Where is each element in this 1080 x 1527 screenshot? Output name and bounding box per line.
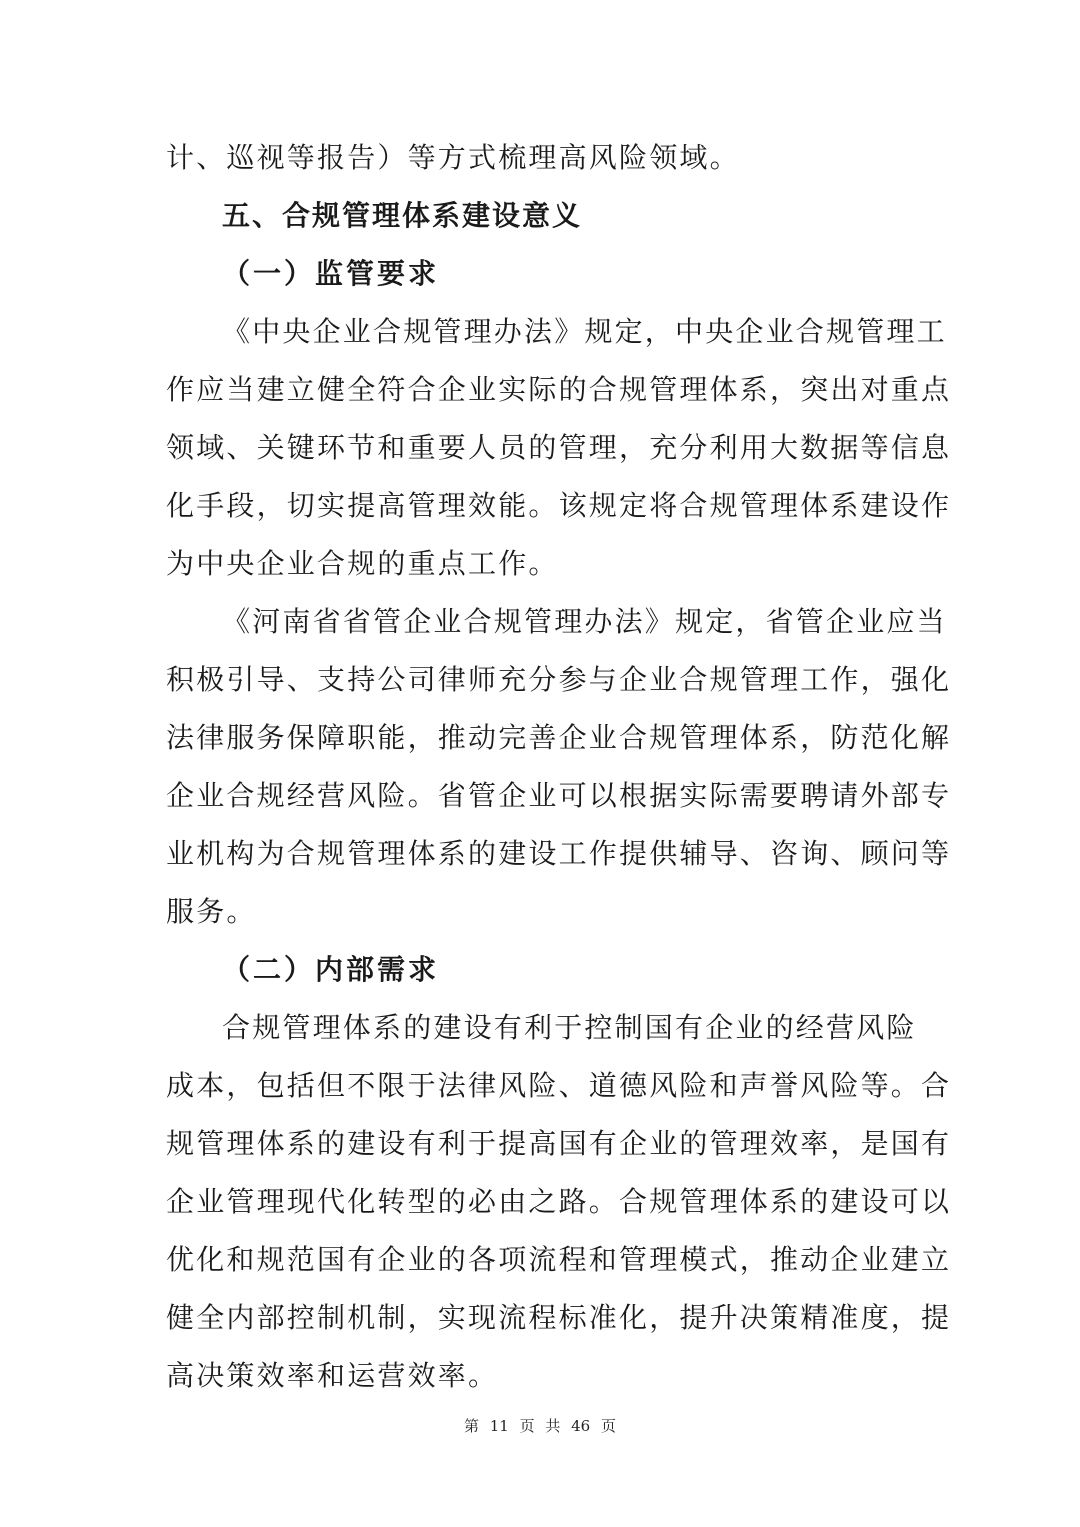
body-line: 高决策效率和运营效率。 [166,1359,499,1392]
body-line: 业机构为合规管理体系的建设工作提供辅导、咨询、顾问等 [166,837,952,870]
body-line: 领域、关键环节和重要人员的管理，充分利用大数据等信息 [166,431,952,464]
body-line: 合规管理体系的建设有利于控制国有企业的经营风险 [222,1011,917,1044]
body-line: 优化和规范国有企业的各项流程和管理模式，推动企业建立 [166,1243,952,1276]
body-line: 《中央企业合规管理办法》规定，中央企业合规管理工 [222,315,947,348]
body-line: 企业管理现代化转型的必由之路。合规管理体系的建设可以 [166,1185,952,1218]
body-line: 成本，包括但不限于法律风险、道德风险和声誉风险等。合 [166,1069,952,1102]
subsection-heading: （一）监管要求 [222,257,440,290]
body-line: 化手段，切实提高管理效能。该规定将合规管理体系建设作 [166,489,952,522]
body-line: 法律服务保障职能，推动完善企业合规管理体系，防范化解 [166,721,952,754]
body-line: 为中央企业合规的重点工作。 [166,547,559,580]
body-line: 计、巡视等报告）等方式梳理高风险领域。 [166,141,740,174]
page-number-footer: 第 11 页 共 46 页 [463,1417,616,1435]
body-line: 服务。 [166,895,257,928]
body-line: 《河南省省管企业合规管理办法》规定，省管企业应当 [222,605,947,638]
body-line: 健全内部控制机制，实现流程标准化，提升决策精准度，提 [166,1301,952,1334]
body-line: 企业合规经营风险。省管企业可以根据实际需要聘请外部专 [166,779,952,812]
body-line: 作应当建立健全符合企业实际的合规管理体系，突出对重点 [166,373,952,406]
subsection-heading: （二）内部需求 [222,953,440,986]
body-line: 积极引导、支持公司律师充分参与企业合规管理工作，强化 [166,663,952,696]
section-heading: 五、合规管理体系建设意义 [222,199,583,232]
body-line: 规管理体系的建设有利于提高国有企业的管理效率，是国有 [166,1127,952,1160]
